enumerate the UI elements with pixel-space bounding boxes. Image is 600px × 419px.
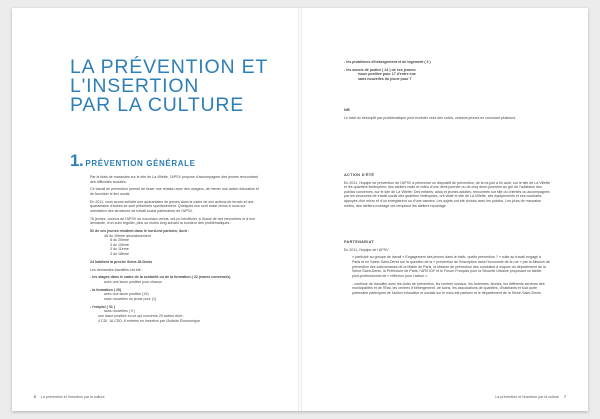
right-footer: [495, 395, 570, 399]
chapter-title-line: LA PRÉVENTION ET: [70, 56, 269, 78]
problem-sub: sans nouvelles du jeune pour 7: [358, 76, 412, 81]
action-label: ACTION D'ÉTÉ: [344, 173, 375, 177]
running-title: La prévention et l'insertion par la culture: [495, 395, 559, 399]
demande-sub: sans nouvelles du jeune pour (1): [104, 296, 157, 301]
demande-lead: - les stages dans le cadre de la scolarité ou de la formation ( 22 jeunes concernés): [90, 275, 231, 280]
problem-lead: - les problèmes d'hébergement et de logement ( 3 ): [344, 60, 431, 64]
paragraph: 76 jeunes, connus de l'APSV ou nouveaux venus, ont pu bénéficier, à l'issue de ces rencontres et à leur demande, d'un suivi régulier, plus ou moins long suivant la lourdeur des problématiques :: [90, 216, 256, 226]
problem-lead: - les soucis de justice ( 24 ) de ces jeunes:: [344, 67, 417, 72]
partenariat-block: [344, 240, 550, 299]
partenariat-item: « participé au groupe de travail « Engagement des jeunes dans le trafic, quelle prévention ? » suite au travail engagé à Paris et en Seine-Saint-Denis sur la question de la « prévention de l'inscription dans l'économie de la rue » par la Mission de prévention des toxicomanies de la Mairie de Paris, la Mission de prévention des conduites à risques du département de la Seine-Saint-Denis, la Préfecture de Paris, l'ARS IDF et le Forum Français pour la Sécurité Urbaine proposant un atelier pluri-professionnel de « réflexion pour l'action ».: [352, 255, 550, 278]
demande-sub: avec une issue positive pour chacun: [104, 280, 162, 284]
partenariat-label: PARTENARIAT: [344, 240, 374, 244]
page-number: 7: [564, 395, 566, 399]
chapter-title-line: PAR LA CULTURE: [70, 94, 245, 116]
section-heading: [70, 151, 196, 171]
action-ete-block: [344, 173, 550, 211]
arrondissement-item: 48 du 19ème arrondissement: [104, 233, 151, 238]
partenariat-item: - continue de travailler avec les clubs de prévention, les centres sociaux, les Antennes Jeunes, les différents services des municipalités et de l'État, les centres d'hébergement, de soins, les associations de quartiers, d'habitants et tout autre partenaire participant de l'action éducative et sociale sur le nord-est parisien et le département de la Seine-Saint-Denis.: [352, 281, 545, 295]
arrondissement-item: 3 du 18ème: [110, 252, 129, 257]
demande-item: [90, 305, 262, 323]
arrondissement-item: 8 du 20ème: [110, 238, 129, 243]
seine-saint-denis-count: 24 habitent la proche Seine-St-Denis: [90, 259, 153, 264]
partenariat-intro: En 2011, l'équipe de l'APSV: [344, 247, 389, 252]
paragraph: Par le biais de maraudes sur le site de La Villette, l'APSV propose d'accompagner des jeunes rencontrant des difficultés sociales.: [90, 175, 258, 184]
left-page: [12, 8, 300, 411]
arrondissement-item: 3 du 11ème: [110, 247, 129, 252]
problem-item: [344, 68, 550, 82]
paris-residents: [90, 229, 262, 257]
right-top-list: [344, 60, 550, 85]
arrondissement-item: 3 du 10ème: [110, 242, 129, 247]
nb-text: Le total du descriptif par problématique peut excéder celui des suivis, certains jeunes en cumulant plusieurs.: [344, 115, 517, 120]
demande-sub: 4 CDI, 16 CDD, 8 entrées en Insertion par l'Activité Économique: [98, 318, 200, 323]
demande-sub: sans nouvelles ( 9 ): [104, 309, 136, 314]
running-title: La prévention et l'insertion par la culture: [41, 395, 105, 399]
nb-block: [344, 108, 550, 123]
problem-sub: issue positive pour 17 d'entre eux: [358, 72, 416, 77]
problem-item: [344, 60, 550, 65]
chapter-title-line: L'INSERTION: [70, 75, 200, 97]
chapter-title: [70, 58, 270, 115]
left-body: [90, 175, 262, 326]
book-spread: [12, 8, 588, 411]
action-text: En 2011, l'équipe de prévention de l'APSV a pérennisé un dispositif de prévention, de la mi-juin à fin août, sur le site de La Villette et les quartiers limitrophes: des ateliers radio et vidéo d'une demi-journée ou de cinq demi-journées au gré de l'adhésion des publics concernés, sur le site de La Villette. Des enfants, ados et jeunes adultes, rencontrés sur site ou orientés ou accompagnés par les structures de travail social des quartiers limitrophes, ont visité le site de La Villette, ses équipements et ses coulisses, appuyés d'un micro et d'un enregistreur ou d'une caméra. Les sujets ont été choisis avec les publics. Les jours de mauvaise météo, des ateliers montage ont remplacé les ateliers reportage.: [344, 180, 551, 208]
nb-label: NB: [344, 108, 351, 112]
left-footer: [30, 395, 105, 399]
demande-sub: avec une issue positive (19): [104, 292, 149, 297]
demande-item: [90, 288, 262, 302]
page-number: 6: [34, 395, 36, 399]
section-label: PRÉVENTION GÉNÉRALE: [85, 159, 196, 168]
demande-item: [90, 275, 262, 284]
demande-lead: - la formation ( 20): [90, 287, 122, 292]
paris-intro: 52 de ces jeunes résident dans le nord-est parisien, dont :: [90, 229, 190, 234]
paragraph: Ce travail de prévention permet de tisser une relation avec des usagers, de mener une action éducative et de favoriser le lien social.: [90, 187, 259, 196]
demandes-intro: Les demandes travaillés ont été :: [90, 267, 143, 272]
right-page: [300, 8, 588, 411]
demande-lead: - l'emploi ( 31 ): [90, 304, 116, 309]
section-number: 1.: [70, 151, 84, 170]
paragraph: En 2011, nous avons sollicité une quarantaine de jeunes dans le cadre de ces actions de terrain et une quarantaine d'autres se sont présentés spontanément. Quelques uns sont aussi venus à nous sur orientation des structures de travail social partenaires de l'APSV.: [90, 199, 254, 213]
demande-sub: une issue positive en ce qui concerne 20 autres dont :: [98, 313, 184, 318]
